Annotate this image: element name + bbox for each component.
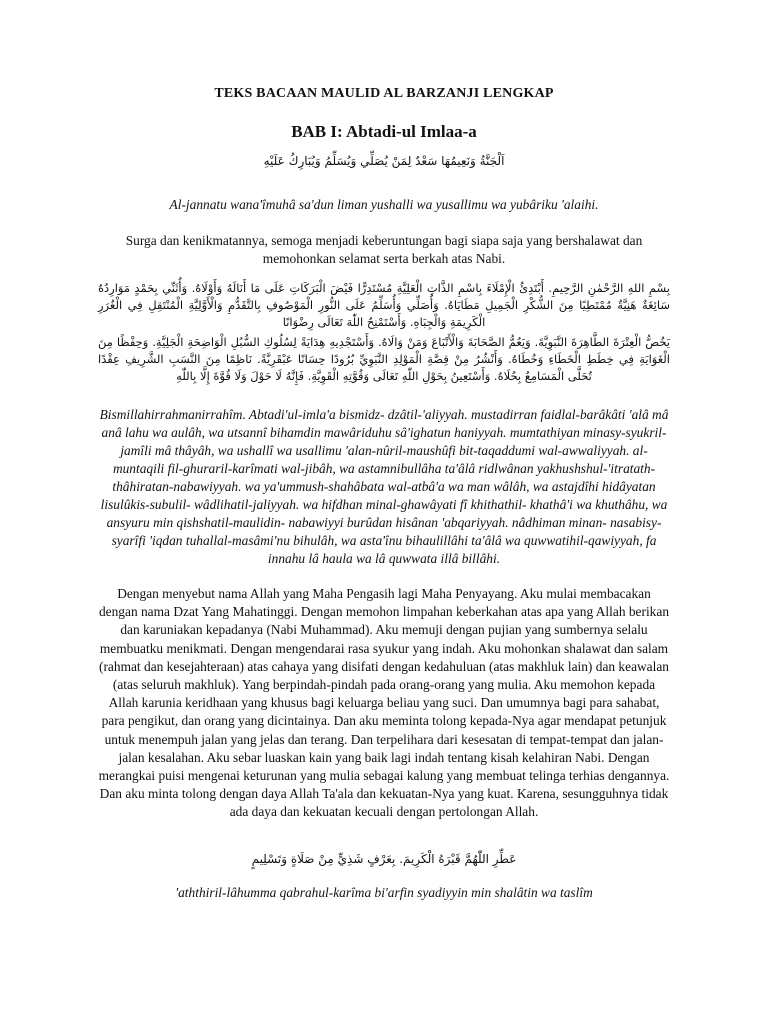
verse2-arabic-part1: بِسْمِ اللهِ الرَّحْمٰنِ الرَّحِيمِ. أَبْتَدِئُ الْإِمْلَاءَ بِاسْمِ الذَّاتِ الْعَلِيَّةِ مُسْتَدِرًّا فَيْضَ الْبَرَكَاتِ عَلَى مَا أَنَالَهُ وَأَوْلَاهُ. وَأُثَنِّي بِحَمْدٍ مَوَارِدُهُ سَائِغَةٌ هَنِيَّةٌ مُمْتَطِيًا مِنَ الشُّكْرِ الْجَمِيلِ مَطَايَاهُ. وَأُصَلِّي وَأُسَلِّمُ عَلَى النُّورِ الْمَوْصُوفِ بِالتَّقَدُّمِ وَالْأَوَّلِيَّةِ الْمُنْتَقِلِ فِي الْغُرَرِ الْكَرِيمَةِ وَالْجِبَاهِ. وَأَسْتَمْنِحُ اللّٰهَ تَعَالَى رِضْوَانًا bbox=[98, 281, 670, 329]
verse3-arabic: عَطِّرِ اللّٰهُمَّ قَبْرَهُ الْكَرِيمَ. بِعَرْفٍ شَذِيٍّ مِنْ صَلَاةٍ وَتَسْلِيمٍ bbox=[251, 852, 517, 866]
verse2-transliteration: Bismillahirrahmanirrahîm. Abtadi'ul-imla'a bismidz- dzâtil-'aliyyah. mustadirran faidlal-barâkâti 'alâ mâ anâ lahu wa aulâh, wa utsannî bihamdin mawâriduhu sâ'ighatun haniyyah. mumtathiyan minasy-syukril-jamîli mâ thâyâh, wa ushallî wa usallimu 'alan-nûril-maushûfi bit-taqaddumi wal-awwaliyyah. al-muntaqili fil-ghuraril-karîmati wal-jibâh, wa astamnibullâha ta'âlâ ridlwânan yakhushshul-'itratath- thâhiratan-nabawiyyah. wa ya'ummush-shahâbata wal-atbâ'a wa man wâlâh, wa astajdîhi hidâyatan lisulûkis-subulil- wâdlihatil-jaliyyah. wa hifdhan minal-ghawâyati fî khithathil- khathâ'i wa khuthâhu, wa ansyuru min qishshatil-maulidin- nabawiyyi burûdan hisânan 'abqariyyah. nâdhiman minan- nasabisy-syarîfi 'iqdan tuhallal-masâmi'nu bihulâh, wa asta'înu bihaulillâhi ta'âlâ wa quwwatihil-qawiyyah, fa innahu lâ haula wa lâ quwwata illâ billâhi. bbox=[99, 407, 669, 566]
verse2-translation: Dengan menyebut nama Allah yang Maha Pengasih lagi Maha Penyayang. Aku mulai membacakan dengan nama Dzat Yang Mahatinggi. Dengan memohon limpahan keberkahan atas apa yang Allah berikan dan karuniakan kepadanya (Nabi Muhammad). Aku memuji dengan pujian yang sumbernya selalu membuatku menikmati. Dengan mengendarai rasa syukur yang indah. Aku mohonkan shalawat dan salam (rahmat dan kesejahteraan) atas cahaya yang disifati dengan kedahuluan (atas makhluk lain) dan keawalan (atas seluruh makhluk). Yang berpindah-pindah pada orang-orang yang mulia. Aku memohon kepada Allah karunia keridhaan yang khusus bagi keluarga beliau yang suci. Dan umumnya bagi para sahabat, para pengikut, dan orang yang dicintainya. Dan aku meminta tolong kepada-Nya agar mendapat petunjuk untuk menempuh jalan yang jelas dan terang. Dan terpelihara dari kesesatan di tempat-tempat dan jalan-jalan kesalahan. Aku sebar luaskan kain yang baik lagi indah tentang kisah kelahiran Nabi. Dengan merangkai puisi mengenai keturunan yang mulia sebagai kalung yang membuat telinga terhias dengannya. Dan aku minta tolong dengan daya Allah Ta'ala dan kekuatan-Nya yang kuat. Karena, sesungguhnya tidak ada daya dan kekuatan kecuali dengan pertolongan Allah. bbox=[98, 586, 670, 820]
verse1-translation: Surga dan kenikmatannya, semoga menjadi keberuntungan bagi siapa saja yang bershalawat dan memohonkan selamat serta berkah atas Nabi. bbox=[125, 233, 643, 267]
verse3-transliteration: 'aththiril-lâhumma qabrahul-karîma bi'arfin syadiyyin min shalâtin wa taslîm bbox=[175, 885, 593, 900]
verse1-arabic: اَلْجَنَّةُ وَنَعِيمُهَا سَعْدٌ لِمَنْ يُصَلِّي وَيُسَلِّمُ وَيُبَارِكُ عَلَيْهِ bbox=[263, 154, 505, 168]
document-title: TEKS BACAAN MAULID AL BARZANJI LENGKAP bbox=[214, 86, 554, 101]
verse1-transliteration: Al-jannatu wana'îmuhâ sa'dun liman yushalli wa yusallimu wa yubâriku 'alaihi. bbox=[169, 197, 599, 212]
verse2-arabic-part2: يَخُصُّ الْعِتْرَةَ الطَّاهِرَةَ النَّبَوِيَّةَ. وَيَعُمُّ الصَّحَابَةَ وَالْأَتْبَاعَ وَمَنْ وَالَاهُ. وَأَسْتَجْدِيهِ هِدَايَةً لِسُلُوكِ السُّبُلِ الْوَاضِحَةِ الْجَلِيَّةِ. وَحِفْظًا مِنَ الْغَوَايَةِ فِي خِطَطِ الْخَطَاءِ وَخُطَاهُ. وَأَنْشُرُ مِنْ قِصَّةِ الْمَوْلِدِ النَّبَوِيِّ بُرُودًا حِسَانًا عَبْقَرِيَّةً. نَاظِمًا مِنَ النَّسَبِ الشَّرِيفِ عِقْدًا تُحَلَّى الْمَسَامِعُ بِحُلَاهُ. وَأَسْتَعِينُ بِحَوْلِ اللّٰهِ تَعَالَى وَقُوَّتِهِ الْقَوِيَّةِ. فَإِنَّهُ لَا حَوْلَ وَلَا قُوَّةَ إِلَّا بِاللّٰهِ bbox=[98, 335, 670, 383]
chapter-heading: BAB I: Abtadi-ul Imlaa-a bbox=[291, 122, 477, 141]
